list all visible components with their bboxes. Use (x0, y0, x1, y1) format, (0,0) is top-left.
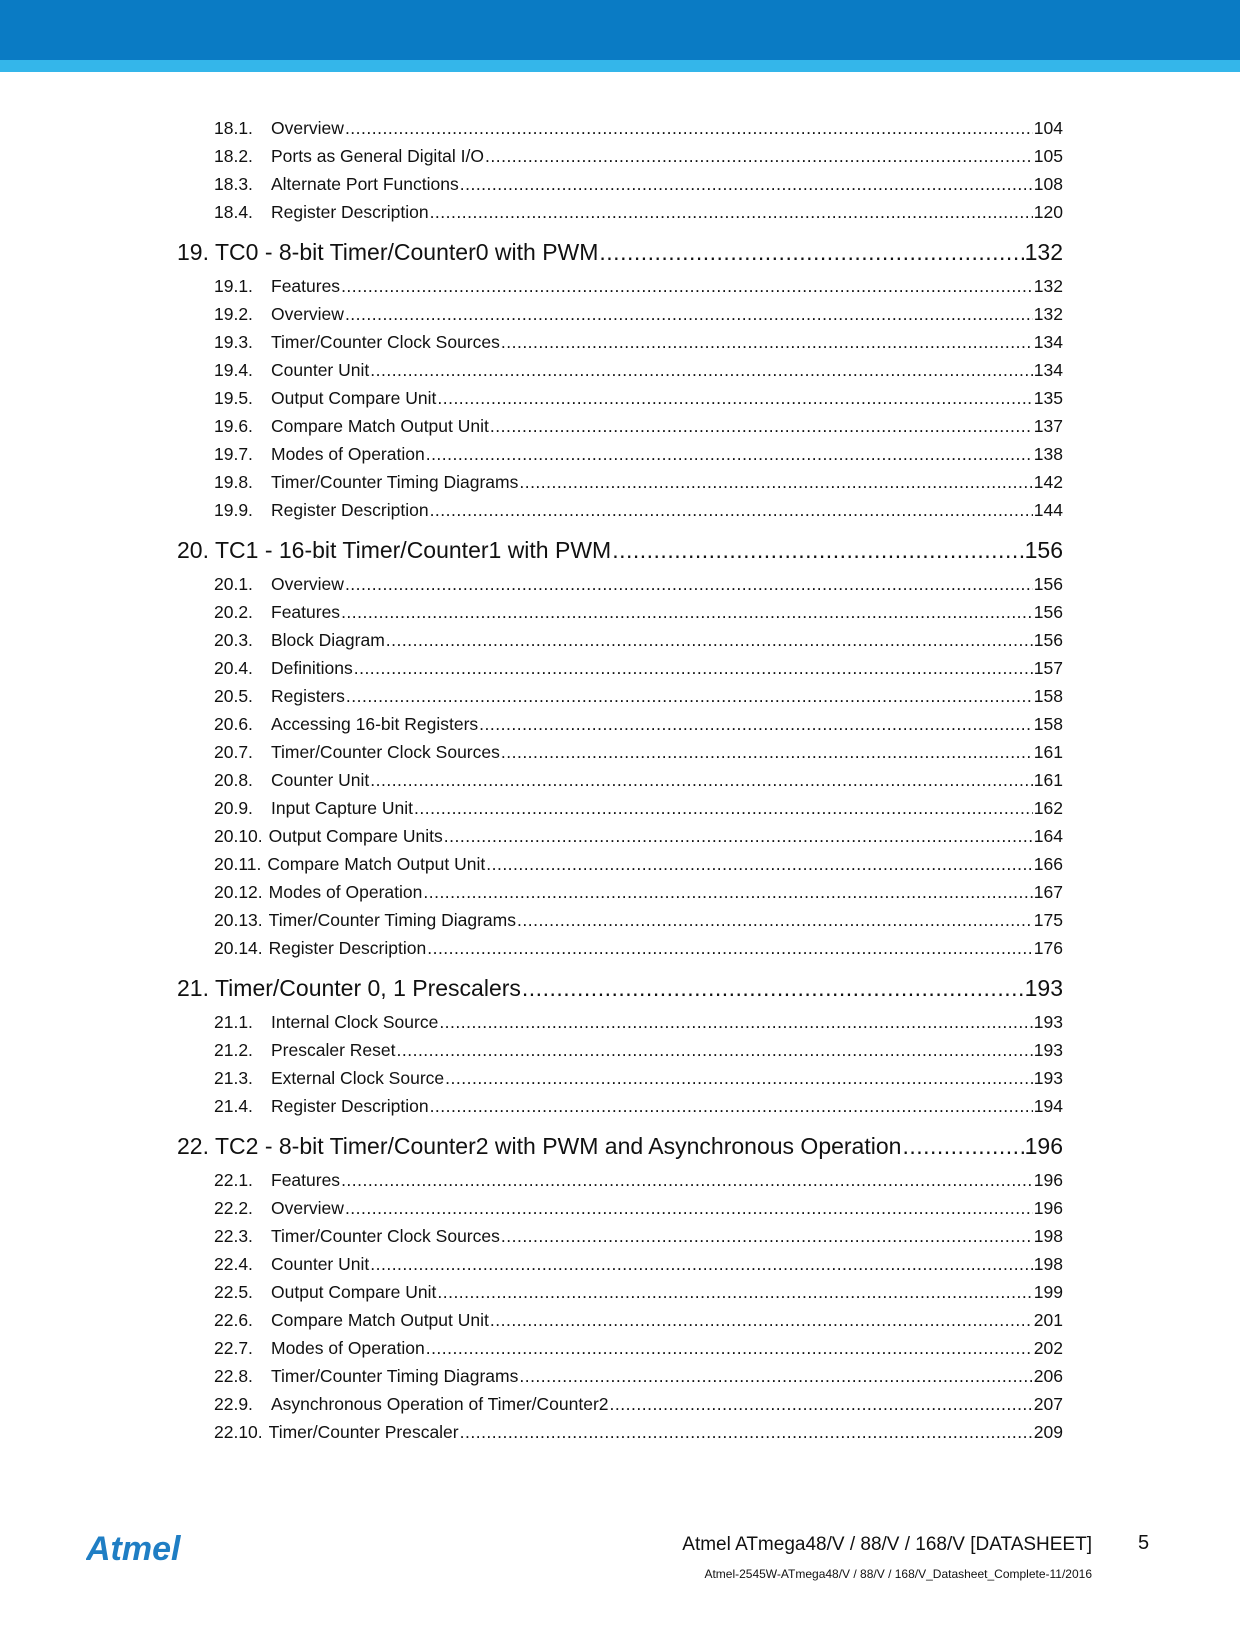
toc-chapter[interactable] (177, 1126, 1063, 1166)
toc-entry-title: Compare Match Output Unit (271, 1310, 489, 1330)
toc-entry-number: 22.1. (214, 1170, 253, 1190)
toc-entry-page: 132 (1033, 276, 1063, 296)
toc-entry-page: 166 (1033, 854, 1063, 874)
toc-chapter-page: 193 (1024, 975, 1063, 1001)
table-of-contents (177, 114, 1063, 1452)
toc-entry[interactable] (177, 1418, 1063, 1446)
toc-entry-title: Counter Unit (271, 360, 370, 380)
toc-entry-title: Register Description (271, 202, 429, 222)
toc-entry-page: 193 (1033, 1068, 1063, 1088)
toc-entry-page: 158 (1033, 714, 1063, 734)
dot-leader (444, 822, 1033, 850)
toc-entry-title: Modes of Operation (271, 1338, 425, 1358)
toc-entry-number: 18.2. (214, 146, 253, 166)
toc-entry-title: Timer/Counter Clock Sources (271, 332, 500, 352)
dot-leader (501, 738, 1033, 766)
header-bar (0, 0, 1240, 72)
toc-entry-page: 193 (1033, 1040, 1063, 1060)
toc-entry-title: Counter Unit (271, 770, 370, 790)
dot-leader (426, 1334, 1033, 1362)
toc-entry-title: Features (271, 602, 341, 622)
page-number: 5 (1138, 1532, 1150, 1554)
toc-entry-number: 20.3. (214, 630, 253, 650)
toc-entry[interactable] (177, 142, 1063, 170)
dot-leader (460, 170, 1033, 198)
toc-entry-page: 207 (1033, 1394, 1063, 1414)
toc-entry[interactable] (177, 738, 1063, 766)
toc-entry-title: Accessing 16-bit Registers (271, 714, 479, 734)
toc-entry-number: 22.10. (214, 1422, 263, 1442)
toc-entry-page: 158 (1033, 686, 1063, 706)
toc-entry-page: 120 (1033, 202, 1063, 222)
toc-entry-page: 201 (1033, 1310, 1063, 1330)
dot-leader (902, 1126, 1023, 1166)
dot-leader (501, 328, 1033, 356)
toc-entry-number: 22.4. (214, 1254, 253, 1274)
dot-leader (423, 878, 1032, 906)
toc-entry-page: 198 (1033, 1226, 1063, 1246)
toc-entry-number: 21.1. (214, 1012, 253, 1032)
dot-leader (430, 1092, 1033, 1120)
toc-entry-page: 105 (1033, 146, 1063, 166)
toc-entry[interactable] (177, 170, 1063, 198)
dot-leader (522, 968, 1024, 1008)
dot-leader (517, 906, 1033, 934)
toc-entry-title: Compare Match Output Unit (267, 854, 486, 874)
toc-entry-title: Timer/Counter Timing Diagrams (271, 472, 519, 492)
toc-entry[interactable] (177, 1064, 1063, 1092)
toc-entry[interactable] (177, 570, 1063, 598)
toc-entry-page: 199 (1033, 1282, 1063, 1302)
toc-entry-number: 22.8. (214, 1366, 253, 1386)
toc-entry-page: 175 (1033, 910, 1063, 930)
toc-entry[interactable] (177, 384, 1063, 412)
dot-leader (439, 1008, 1032, 1036)
toc-entry[interactable] (177, 114, 1063, 142)
toc-entry[interactable] (177, 878, 1063, 906)
toc-chapter-page: 132 (1024, 239, 1063, 265)
toc-entry-title: Asynchronous Operation of Timer/Counter2 (271, 1394, 609, 1414)
toc-entry-page: 157 (1033, 658, 1063, 678)
toc-entry[interactable] (177, 272, 1063, 300)
toc-entry-title: Modes of Operation (271, 444, 425, 464)
toc-entry-title: Features (271, 276, 341, 296)
toc-entry-title: Timer/Counter Clock Sources (271, 742, 500, 762)
dot-leader (460, 1418, 1033, 1446)
toc-entry[interactable] (177, 766, 1063, 794)
dot-leader (437, 1278, 1032, 1306)
toc-entry-title: Register Description (268, 938, 427, 958)
toc-entry-title: Overview (271, 574, 344, 594)
dot-leader (599, 232, 1023, 272)
toc-chapter[interactable] (177, 968, 1063, 1008)
dot-leader (354, 654, 1033, 682)
toc-chapter[interactable] (177, 232, 1063, 272)
toc-chapter-title: TC2 - 8-bit Timer/Counter2 with PWM and Asynchronous Operation (214, 1133, 902, 1159)
toc-entry-number: 20.5. (214, 686, 253, 706)
toc-entry[interactable] (177, 794, 1063, 822)
dot-leader (437, 384, 1032, 412)
toc-entry-page: 142 (1033, 472, 1063, 492)
toc-entry[interactable] (177, 1306, 1063, 1334)
toc-entry-page: 156 (1033, 602, 1063, 622)
toc-entry-number: 20.11. (214, 854, 262, 874)
toc-entry-page: 194 (1033, 1096, 1063, 1116)
toc-chapter-number: 21. (177, 975, 209, 1001)
toc-entry-number: 20.12. (214, 882, 263, 902)
toc-entry-number: 21.4. (214, 1096, 253, 1116)
dot-leader (490, 412, 1033, 440)
toc-entry-title: Features (271, 1170, 341, 1190)
dot-leader (612, 530, 1023, 570)
toc-entry[interactable] (177, 1278, 1063, 1306)
toc-entry[interactable] (177, 822, 1063, 850)
toc-chapter-number: 19. (177, 239, 209, 265)
dot-leader (345, 300, 1033, 328)
document-title: Atmel ATmega48/V / 88/V / 168/V [DATASHEET] (682, 1534, 1092, 1555)
toc-entry-number: 19.2. (214, 304, 253, 324)
toc-entry[interactable] (177, 598, 1063, 626)
toc-entry-page: 161 (1033, 742, 1063, 762)
atmel-logo-text: Atmel (86, 1530, 181, 1568)
toc-entry[interactable] (177, 412, 1063, 440)
toc-chapter-page: 196 (1024, 1133, 1063, 1159)
toc-entry-title: Compare Match Output Unit (271, 416, 489, 436)
toc-entry[interactable] (177, 654, 1063, 682)
toc-entry-page: 198 (1033, 1254, 1063, 1274)
toc-chapter-number: 22. (177, 1133, 209, 1159)
toc-entry-number: 22.9. (214, 1394, 253, 1414)
toc-entry-page: 134 (1033, 332, 1063, 352)
toc-entry-number: 19.6. (214, 416, 253, 436)
toc-section (177, 114, 1063, 226)
dot-leader (414, 794, 1033, 822)
toc-entry-title: Block Diagram (271, 630, 385, 650)
toc-entry-number: 22.2. (214, 1198, 253, 1218)
toc-entry-number: 19.5. (214, 388, 253, 408)
toc-entry-number: 20.1. (214, 574, 253, 594)
dot-leader (386, 626, 1033, 654)
dot-leader (370, 766, 1033, 794)
toc-entry-page: 162 (1033, 798, 1063, 818)
toc-section (177, 968, 1063, 1120)
toc-entry[interactable] (177, 1222, 1063, 1250)
dot-leader (486, 850, 1033, 878)
toc-entry[interactable] (177, 626, 1063, 654)
dot-leader (479, 710, 1033, 738)
toc-entry[interactable] (177, 710, 1063, 738)
toc-section (177, 232, 1063, 524)
toc-entry-title: Input Capture Unit (271, 798, 414, 818)
toc-entry[interactable] (177, 496, 1063, 524)
toc-entry-page: 164 (1033, 826, 1063, 846)
toc-entry-page: 176 (1033, 938, 1063, 958)
toc-entry-page: 206 (1033, 1366, 1063, 1386)
toc-entry-page: 137 (1033, 416, 1063, 436)
toc-entry-title: Ports as General Digital I/O (271, 146, 484, 166)
dot-leader (426, 440, 1033, 468)
toc-entry[interactable] (177, 934, 1063, 962)
toc-entry[interactable] (177, 468, 1063, 496)
dot-leader (610, 1390, 1033, 1418)
dot-leader (345, 114, 1033, 142)
toc-entry-number: 18.1. (214, 118, 253, 138)
toc-entry-page: 167 (1033, 882, 1063, 902)
toc-entry-number: 18.4. (214, 202, 253, 222)
toc-entry[interactable] (177, 328, 1063, 356)
toc-entry-number: 19.9. (214, 500, 253, 520)
toc-entry-number: 20.2. (214, 602, 253, 622)
dot-leader (345, 1194, 1033, 1222)
dot-leader (345, 570, 1033, 598)
toc-entry-title: Internal Clock Source (271, 1012, 439, 1032)
toc-entry-page: 108 (1033, 174, 1063, 194)
toc-entry-title: External Clock Source (271, 1068, 445, 1088)
toc-entry-page: 202 (1033, 1338, 1063, 1358)
toc-section (177, 530, 1063, 962)
toc-entry[interactable] (177, 1362, 1063, 1390)
toc-entry[interactable] (177, 1390, 1063, 1418)
toc-entry-title: Alternate Port Functions (271, 174, 459, 194)
toc-entry-title: Counter Unit (271, 1254, 370, 1274)
toc-entry-title: Timer/Counter Clock Sources (271, 1226, 500, 1246)
toc-entry-page: 196 (1033, 1170, 1063, 1190)
toc-chapter-title: TC1 - 16-bit Timer/Counter1 with PWM (214, 537, 612, 563)
toc-entry-page: 156 (1033, 630, 1063, 650)
toc-entry-number: 19.4. (214, 360, 253, 380)
toc-entry-number: 19.1. (214, 276, 253, 296)
toc-entry-title: Register Description (271, 500, 429, 520)
toc-entry[interactable] (177, 300, 1063, 328)
dot-leader (501, 1222, 1033, 1250)
document-id: Atmel-2545W-ATmega48/V / 88/V / 168/V_Datasheet_Complete-11/2016 (704, 1567, 1092, 1581)
toc-entry-page: 209 (1033, 1422, 1063, 1442)
toc-entry-page: 144 (1033, 500, 1063, 520)
toc-entry[interactable] (177, 1166, 1063, 1194)
toc-entry[interactable] (177, 1250, 1063, 1278)
toc-entry-page: 135 (1033, 388, 1063, 408)
toc-entry-number: 18.3. (214, 174, 253, 194)
toc-entry-page: 138 (1033, 444, 1063, 464)
toc-entry-number: 20.4. (214, 658, 253, 678)
toc-entry-title: Output Compare Units (268, 826, 443, 846)
toc-entry[interactable] (177, 906, 1063, 934)
toc-entry-title: Overview (271, 118, 344, 138)
toc-entry-title: Output Compare Unit (271, 388, 437, 408)
dot-leader (341, 598, 1033, 626)
header-bar-stripe (0, 60, 1240, 72)
dot-leader (346, 682, 1033, 710)
atmel-logo-wordmark (86, 1528, 206, 1568)
toc-entry-number: 22.5. (214, 1282, 253, 1302)
dot-leader (519, 1362, 1032, 1390)
dot-leader (430, 496, 1033, 524)
toc-entry-title: Register Description (271, 1096, 429, 1116)
toc-entry-title: Modes of Operation (268, 882, 423, 902)
toc-entry-title: Overview (271, 304, 344, 324)
toc-entry-number: 22.3. (214, 1226, 253, 1246)
toc-entry-title: Timer/Counter Prescaler (268, 1422, 459, 1442)
dot-leader (445, 1064, 1033, 1092)
dot-leader (370, 356, 1033, 384)
toc-entry[interactable] (177, 1036, 1063, 1064)
toc-entry-number: 22.6. (214, 1310, 253, 1330)
toc-entry-number: 20.6. (214, 714, 253, 734)
toc-entry-title: Timer/Counter Timing Diagrams (268, 910, 516, 930)
toc-section (177, 1126, 1063, 1446)
toc-entry[interactable] (177, 440, 1063, 468)
toc-entry[interactable] (177, 198, 1063, 226)
atmel-logo (86, 1528, 206, 1568)
dot-leader (490, 1306, 1033, 1334)
toc-entry-number: 22.7. (214, 1338, 253, 1358)
toc-entry-number: 20.10. (214, 826, 263, 846)
toc-entry[interactable] (177, 1092, 1063, 1120)
toc-entry-page: 196 (1033, 1198, 1063, 1218)
toc-chapter-page: 156 (1024, 537, 1063, 563)
dot-leader (341, 272, 1033, 300)
toc-entry-title: Registers (271, 686, 345, 706)
toc-entry-number: 21.2. (214, 1040, 253, 1060)
toc-entry-number: 20.13. (214, 910, 263, 930)
dot-leader (485, 142, 1033, 170)
toc-entry-title: Overview (271, 1198, 344, 1218)
toc-entry-page: 132 (1033, 304, 1063, 324)
toc-chapter-title: TC0 - 8-bit Timer/Counter0 with PWM (214, 239, 599, 265)
toc-entry-title: Timer/Counter Timing Diagrams (271, 1366, 519, 1386)
toc-entry[interactable] (177, 1194, 1063, 1222)
toc-entry[interactable] (177, 850, 1063, 878)
dot-leader (519, 468, 1032, 496)
toc-entry-page: 193 (1033, 1012, 1063, 1032)
toc-entry-number: 19.7. (214, 444, 253, 464)
toc-entry[interactable] (177, 356, 1063, 384)
toc-entry-title: Output Compare Unit (271, 1282, 437, 1302)
dot-leader (427, 934, 1033, 962)
toc-entry-number: 21.3. (214, 1068, 253, 1088)
toc-entry-title: Definitions (271, 658, 353, 678)
toc-entry[interactable] (177, 1008, 1063, 1036)
toc-chapter-title: Timer/Counter 0, 1 Prescalers (214, 975, 521, 1001)
dot-leader (430, 198, 1033, 226)
toc-entry-number: 19.3. (214, 332, 253, 352)
header-bar-dark (0, 0, 1240, 60)
toc-entry-page: 156 (1033, 574, 1063, 594)
toc-chapter[interactable] (177, 530, 1063, 570)
toc-entry-number: 20.14. (214, 938, 263, 958)
dot-leader (341, 1166, 1033, 1194)
toc-entry-number: 20.7. (214, 742, 253, 762)
dot-leader (397, 1036, 1033, 1064)
toc-entry-page: 104 (1033, 118, 1063, 138)
toc-entry-number: 20.8. (214, 770, 253, 790)
toc-chapter-number: 20. (177, 537, 209, 563)
toc-entry-number: 20.9. (214, 798, 253, 818)
toc-entry-number: 19.8. (214, 472, 253, 492)
toc-entry-title: Prescaler Reset (271, 1040, 396, 1060)
toc-entry-page: 161 (1033, 770, 1063, 790)
toc-entry[interactable] (177, 682, 1063, 710)
toc-entry-page: 134 (1033, 360, 1063, 380)
toc-entry[interactable] (177, 1334, 1063, 1362)
dot-leader (370, 1250, 1033, 1278)
